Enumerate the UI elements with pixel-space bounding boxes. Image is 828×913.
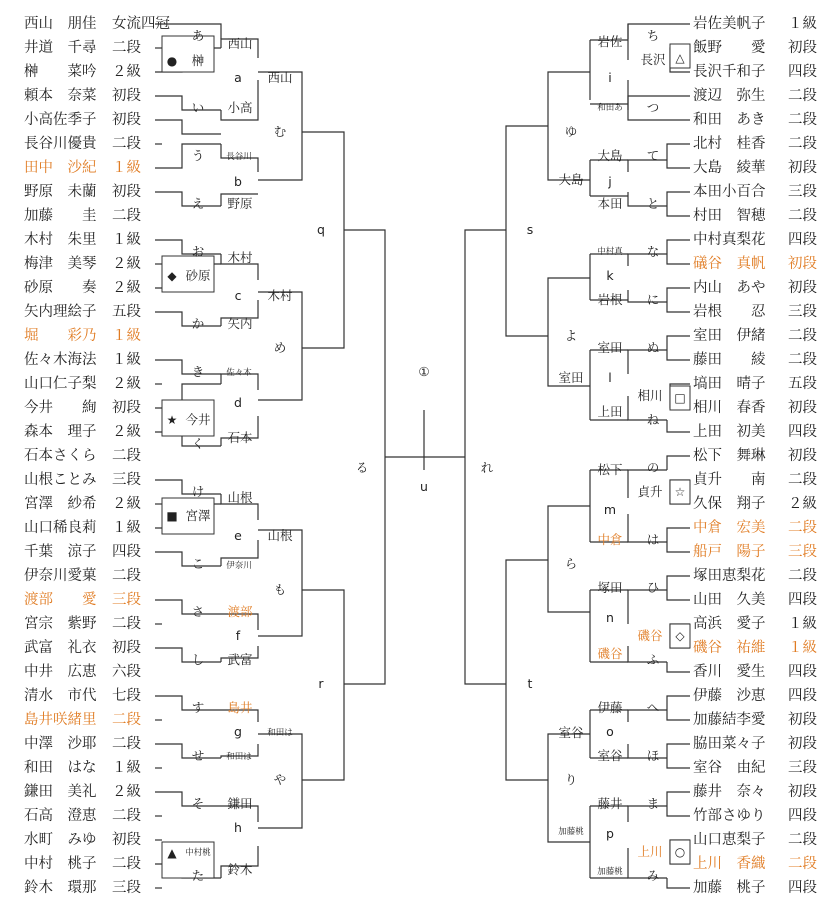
- bracket-label: 岩根: [597, 292, 623, 307]
- player-name: 長谷川優貴: [24, 136, 97, 152]
- bracket-label: 砂原: [185, 268, 211, 283]
- bracket-label: 磯谷: [597, 646, 623, 661]
- seed-mark: ◇: [675, 629, 685, 643]
- bracket-label: す: [191, 700, 205, 715]
- bracket-label: 本田: [597, 196, 623, 211]
- bracket-label: 長谷川: [226, 152, 252, 162]
- player-rank: 四段: [788, 592, 817, 608]
- bracket-label: り: [564, 772, 578, 787]
- player-name: 井道 千尋: [24, 40, 97, 56]
- bracket-label: よ: [564, 328, 578, 343]
- bracket-label: f: [235, 628, 241, 643]
- bracket-label: 野原: [227, 196, 253, 211]
- bracket-label: 西山: [227, 36, 253, 51]
- player-rank: 二段: [112, 208, 141, 224]
- player-name: 渡部 愛: [24, 592, 97, 608]
- player-rank: １級: [112, 328, 141, 344]
- bracket-label: 大島: [558, 172, 584, 187]
- bracket-label: o: [606, 724, 614, 739]
- player-rank: 二段: [112, 808, 141, 824]
- bracket-label: や: [273, 772, 287, 787]
- player-rank: １級: [788, 616, 817, 632]
- bracket-label: 和田は: [226, 752, 252, 762]
- player-rank: １級: [112, 160, 141, 176]
- bracket-label: き: [191, 364, 205, 379]
- bracket-label: 長沢: [640, 52, 666, 67]
- player-name: 藤井 奈々: [693, 784, 766, 800]
- player-rank: 四段: [788, 880, 817, 896]
- player-rank: 四段: [788, 664, 817, 680]
- player-name: 山口仁子梨: [24, 376, 97, 392]
- player-rank: 二段: [112, 448, 141, 464]
- player-rank: 二段: [788, 568, 817, 584]
- player-name: 飯野 愛: [693, 40, 766, 56]
- player-name: 山口稀良莉: [24, 520, 97, 536]
- player-name: 加藤 桃子: [693, 880, 766, 896]
- bracket-label: ゆ: [564, 124, 578, 139]
- player-name: 上川 香織: [693, 856, 766, 872]
- player-name: 久保 翔子: [693, 496, 766, 512]
- bracket-label: u: [420, 479, 428, 494]
- player-name: 貞升 南: [693, 472, 766, 488]
- player-name: 野原 未蘭: [24, 184, 97, 200]
- bracket-label: た: [191, 868, 205, 883]
- player-name: 西山 朋佳: [24, 16, 97, 32]
- player-rank: 初段: [112, 112, 141, 128]
- player-rank: 五段: [112, 304, 141, 320]
- player-name: 石高 澄恵: [24, 808, 97, 824]
- player-name: 高浜 愛子: [693, 616, 766, 632]
- bracket-label: l: [608, 370, 612, 385]
- player-rank: １級: [112, 520, 141, 536]
- player-rank: 三段: [788, 760, 817, 776]
- bracket-label: 武富: [227, 652, 253, 667]
- player-name: 山根ことみ: [24, 472, 97, 488]
- player-rank: １級: [112, 760, 141, 776]
- bracket-label: 室田: [597, 340, 623, 355]
- player-name: 森本 理子: [24, 424, 97, 440]
- player-rank: １級: [788, 640, 817, 656]
- player-name: 北村 桂香: [693, 136, 766, 152]
- player-name: 宮宗 紫野: [24, 616, 97, 632]
- bracket-label: ま: [646, 796, 660, 811]
- bracket-label: 山根: [227, 490, 253, 505]
- player-rank: 初段: [788, 160, 817, 176]
- player-name: 砂原 奏: [24, 280, 97, 296]
- bracket-label: お: [191, 244, 205, 259]
- player-name: 香川 愛生: [693, 664, 766, 680]
- player-rank: 初段: [112, 832, 141, 848]
- bracket-label: ひ: [646, 580, 660, 595]
- seed-mark: ◆: [167, 269, 177, 283]
- bracket-label: 石本: [227, 430, 253, 445]
- player-rank: 四段: [788, 424, 817, 440]
- player-name: 船戸 陽子: [693, 544, 766, 560]
- player-rank: ２級: [112, 424, 141, 440]
- bracket-label: る: [355, 460, 369, 475]
- player-rank: 二段: [788, 832, 817, 848]
- player-rank: 二段: [788, 520, 817, 536]
- player-name: 塚田恵梨花: [693, 568, 766, 584]
- bracket-label: は: [646, 532, 660, 547]
- player-name: 礒谷 真帆: [693, 256, 766, 272]
- player-rank: ２級: [112, 64, 141, 80]
- seed-mark: □: [674, 391, 686, 405]
- player-name: 磯谷 祐維: [693, 640, 766, 656]
- bracket-label: 中村真: [597, 247, 623, 257]
- bracket-label: b: [234, 174, 242, 189]
- player-name: 和田 はな: [24, 760, 97, 776]
- bracket-label: 磯谷: [637, 628, 663, 643]
- player-name: 中倉 宏美: [693, 520, 766, 536]
- player-rank: ２級: [112, 280, 141, 296]
- bracket-label: 山根: [267, 528, 293, 543]
- bracket-label: 加藤桃: [597, 867, 623, 877]
- bracket-label: 小高: [227, 100, 253, 115]
- player-rank: 二段: [112, 136, 141, 152]
- bracket-label: 渡部: [227, 604, 253, 619]
- bracket-label: へ: [646, 700, 660, 715]
- player-rank: 二段: [788, 328, 817, 344]
- player-name: 梅津 美琴: [24, 256, 97, 272]
- bracket-label: ほ: [646, 748, 660, 763]
- player-rank: 二段: [112, 712, 141, 728]
- bracket-label: ね: [646, 412, 660, 427]
- player-rank: 初段: [788, 256, 817, 272]
- bracket-label: 宮澤: [185, 508, 211, 523]
- player-rank: １級: [112, 352, 141, 368]
- bracket-label: a: [234, 70, 242, 85]
- player-name: 脇田菜々子: [693, 736, 766, 752]
- seed-mark: ○: [674, 845, 686, 859]
- player-rank: 四段: [788, 232, 817, 248]
- player-name: 山田 久美: [693, 592, 766, 608]
- bracket-label: 上川: [637, 844, 663, 859]
- player-name: 佐々木海法: [24, 352, 97, 368]
- player-rank: ２級: [112, 784, 141, 800]
- player-name: 相川 春香: [693, 400, 766, 416]
- player-name: 鎌田 美礼: [24, 784, 97, 800]
- player-rank: 三段: [112, 472, 141, 488]
- bracket-label: ら: [564, 556, 578, 571]
- player-rank: ２級: [112, 376, 141, 392]
- player-rank: 二段: [788, 352, 817, 368]
- bracket-label: と: [646, 196, 660, 211]
- player-name: 頼本 奈菜: [24, 88, 97, 104]
- player-rank: 六段: [112, 664, 141, 680]
- player-rank: 四段: [112, 544, 141, 560]
- bracket-label: 西山: [267, 70, 293, 85]
- player-name: 塙田 晴子: [693, 376, 766, 392]
- player-name: 中澤 沙耶: [24, 736, 97, 752]
- bracket-label: 榊: [191, 53, 205, 68]
- bracket-label: 島井: [227, 700, 253, 715]
- player-rank: 二段: [788, 472, 817, 488]
- bracket-label: ふ: [646, 652, 660, 667]
- player-rank: 二段: [788, 112, 817, 128]
- player-name: 岩佐美帆子: [693, 16, 766, 32]
- player-name: 長沢千和子: [693, 64, 766, 80]
- bracket-label: い: [191, 100, 205, 115]
- player-name: 室田 伊緒: [693, 328, 766, 344]
- player-name: 中村真梨花: [693, 232, 766, 248]
- bracket-label: ち: [646, 28, 660, 43]
- seed-mark: ★: [166, 413, 178, 427]
- bracket-label: 貞升: [637, 484, 663, 499]
- player-rank: 初段: [788, 400, 817, 416]
- player-rank: 女流四冠: [112, 16, 170, 32]
- bracket-label: 塚田: [597, 580, 623, 595]
- player-rank: 二段: [788, 208, 817, 224]
- player-rank: 初段: [112, 640, 141, 656]
- player-rank: 三段: [112, 880, 141, 896]
- bracket-label: 室谷: [558, 725, 584, 740]
- player-name: 伊奈川愛菓: [24, 568, 97, 584]
- player-rank: ２級: [788, 496, 817, 512]
- bracket-label: 中村桃: [185, 848, 211, 858]
- bracket-label: あ: [191, 28, 205, 43]
- bracket-label: に: [646, 292, 660, 307]
- player-rank: ２級: [112, 256, 141, 272]
- player-name: 加藤 圭: [24, 208, 97, 224]
- bracket-label: d: [234, 395, 242, 410]
- bracket-label: な: [646, 244, 660, 259]
- player-name: 中村 桃子: [24, 856, 97, 872]
- player-rank: 三段: [112, 592, 141, 608]
- player-name: 山口恵梨子: [693, 832, 766, 848]
- player-name: 堀 彩乃: [24, 328, 97, 344]
- player-rank: 三段: [788, 544, 817, 560]
- player-name: 鈴木 環那: [24, 880, 97, 896]
- player-name: 伊藤 沙恵: [693, 688, 766, 704]
- player-name: 上田 初美: [693, 424, 766, 440]
- player-rank: 二段: [788, 88, 817, 104]
- bracket-label: こ: [191, 556, 205, 571]
- bracket-label: 木村: [227, 250, 253, 265]
- bracket-label: t: [527, 676, 533, 691]
- bracket-label: 加藤桃: [558, 827, 584, 837]
- bracket-label: う: [191, 148, 205, 163]
- player-rank: 三段: [788, 304, 817, 320]
- player-name: 大島 綾華: [693, 160, 766, 176]
- player-name: 竹部さゆり: [693, 808, 766, 824]
- player-rank: 初段: [788, 784, 817, 800]
- bracket-label: 上田: [597, 404, 623, 419]
- bracket-label: k: [606, 268, 614, 283]
- bracket-label: て: [646, 148, 660, 163]
- player-rank: 初段: [788, 448, 817, 464]
- player-rank: 五段: [788, 376, 817, 392]
- player-name: 渡辺 弥生: [693, 88, 766, 104]
- player-name: 室谷 由紀: [693, 760, 766, 776]
- bracket-label: れ: [480, 460, 494, 475]
- player-name: 内山 あや: [693, 280, 766, 296]
- player-rank: 初段: [112, 400, 141, 416]
- player-name: 中井 広恵: [24, 664, 97, 680]
- bracket-label: q: [317, 222, 325, 237]
- player-name: 本田小百合: [693, 184, 766, 200]
- seed-mark: ▲: [167, 846, 177, 860]
- bracket-label: c: [234, 288, 242, 303]
- bracket-label: け: [191, 484, 205, 499]
- player-name: 田中 沙紀: [24, 160, 97, 176]
- bracket-label: g: [234, 724, 242, 739]
- player-name: 村田 智穂: [693, 208, 766, 224]
- player-rank: 初段: [112, 184, 141, 200]
- player-rank: 初段: [112, 88, 141, 104]
- player-name: 石本さくら: [24, 448, 97, 464]
- bracket-label: の: [646, 460, 660, 475]
- bracket-label: 鎌田: [227, 796, 253, 811]
- player-name: 矢内理絵子: [24, 304, 97, 320]
- bracket-label: 大島: [597, 148, 623, 163]
- player-name: 岩根 忍: [693, 304, 766, 320]
- bracket-label: 和田は: [267, 728, 293, 738]
- player-rank: 二段: [788, 856, 817, 872]
- bracket-label: 今井: [185, 412, 211, 427]
- seed-mark: △: [675, 51, 685, 65]
- player-rank: 初段: [788, 712, 817, 728]
- bracket-label: r: [318, 676, 324, 691]
- bracket-label: め: [273, 340, 287, 355]
- bracket-label: 室田: [558, 370, 584, 385]
- bracket-label: 鈴木: [227, 862, 253, 877]
- bracket-label: せ: [191, 748, 205, 763]
- player-name: 和田 あき: [693, 112, 766, 128]
- player-rank: 二段: [788, 136, 817, 152]
- player-name: 小高佐季子: [24, 112, 97, 128]
- seed-mark: ☆: [674, 485, 686, 499]
- bracket-label: 矢内: [227, 316, 253, 331]
- bracket-label: も: [273, 582, 287, 597]
- bracket-label: h: [234, 820, 242, 835]
- bracket-label: つ: [646, 100, 660, 115]
- bracket-label: む: [273, 124, 287, 139]
- seed-mark: ■: [166, 509, 178, 523]
- bracket-label: み: [646, 868, 660, 883]
- player-rank: １級: [788, 16, 817, 32]
- player-name: 今井 絢: [24, 400, 97, 416]
- bracket-label: s: [526, 222, 534, 237]
- bracket-label: 室谷: [597, 748, 623, 763]
- bracket-label: し: [191, 652, 205, 667]
- player-name: 松下 舞琳: [693, 448, 766, 464]
- player-name: 藤田 綾: [693, 352, 766, 368]
- player-name: 加藤結李愛: [693, 712, 766, 728]
- player-rank: 初段: [788, 736, 817, 752]
- bracket-label: そ: [191, 796, 205, 811]
- bracket-label: 松下: [597, 462, 623, 477]
- player-rank: 四段: [788, 688, 817, 704]
- player-name: 千葉 涼子: [24, 544, 97, 560]
- player-name: 木村 朱里: [24, 232, 97, 248]
- player-name: 武富 礼衣: [24, 640, 97, 656]
- bracket-label: ①: [418, 364, 430, 379]
- bracket-label: p: [606, 826, 614, 841]
- bracket-label: n: [606, 610, 614, 625]
- bracket-label: 伊藤: [597, 700, 623, 715]
- player-rank: 七段: [112, 688, 141, 704]
- bracket-label: え: [191, 196, 205, 211]
- bracket-label: m: [603, 502, 617, 517]
- player-rank: 二段: [112, 568, 141, 584]
- player-name: 島井咲緒里: [24, 712, 97, 728]
- player-name: 清水 市代: [24, 688, 97, 704]
- bracket-label: く: [191, 436, 205, 451]
- bracket-label: 中倉: [597, 532, 623, 547]
- player-rank: 初段: [788, 40, 817, 56]
- bracket-label: 木村: [267, 288, 293, 303]
- player-rank: 三段: [788, 184, 817, 200]
- seed-mark: ●: [166, 54, 178, 68]
- bracket-label: 伊奈川: [226, 561, 252, 571]
- player-rank: 二段: [112, 736, 141, 752]
- player-rank: 二段: [112, 616, 141, 632]
- bracket-label: j: [608, 174, 612, 189]
- player-name: 水町 みゆ: [24, 832, 97, 848]
- player-name: 宮澤 紗希: [24, 496, 97, 512]
- bracket-label: さ: [191, 604, 205, 619]
- player-rank: 二段: [112, 856, 141, 872]
- bracket-label: ぬ: [646, 340, 660, 355]
- player-rank: ２級: [112, 496, 141, 512]
- bracket-label: 藤井: [597, 796, 623, 811]
- bracket-label: か: [191, 316, 205, 331]
- bracket-label: 佐々木: [226, 368, 252, 378]
- player-rank: １級: [112, 232, 141, 248]
- bracket-label: 相川: [637, 388, 663, 403]
- player-name: 榊 菜吟: [24, 64, 97, 80]
- player-rank: 初段: [788, 280, 817, 296]
- bracket-label: i: [608, 70, 612, 85]
- player-rank: 二段: [112, 40, 141, 56]
- bracket-label: e: [234, 528, 242, 543]
- player-rank: 四段: [788, 808, 817, 824]
- bracket-label: 和田あ: [597, 103, 623, 113]
- player-rank: 四段: [788, 64, 817, 80]
- bracket-label: 岩佐: [597, 34, 623, 49]
